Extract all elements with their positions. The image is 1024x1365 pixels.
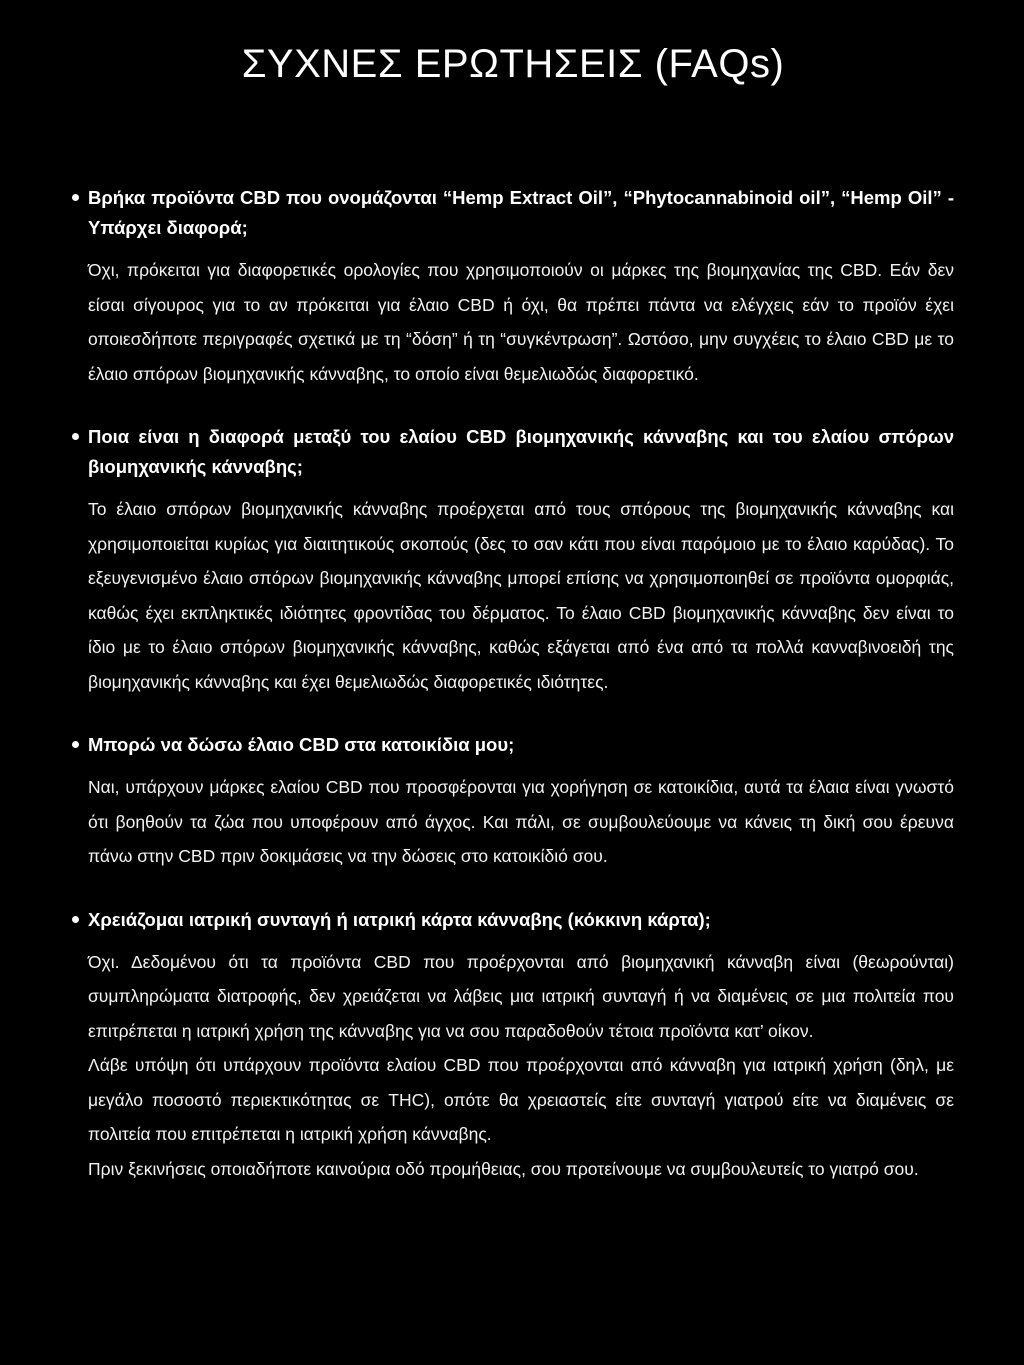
bullet-icon [72,433,79,440]
faq-item [72,730,954,874]
faq-answer: Πριν ξεκινήσεις οποιαδήποτε καινούρια οδό προμήθειας, σου προτείνουμε να συμβουλευτείς το γιατρό σου. [88,1158,919,1179]
faq-item [72,183,954,391]
faq-list [72,183,954,1186]
faq-answer: Λάβε υπόψη ότι υπάρχουν προϊόντα ελαίου CBD που προέρχονται από κάνναβη για ιατρική χρήση (δηλ, με μεγάλο ποσοστό περιεκτικότητας σε THC), οπότε θα χρειαστείς είτε συνταγή γιατρού είτε να διαμένεις σε πολιτεία που επιτρέπεται η ιατρική χρήση κάνναβης. [88,1055,954,1144]
faq-item [72,422,954,699]
faq-item [72,905,954,1187]
bullet-icon [72,916,79,923]
page-title: ΣΥΧΝΕΣ ΕΡΩΤΗΣΕΙΣ (FAQs) [241,42,785,86]
faq-question: Μπορώ να δώσω έλαιο CBD στα κατοικίδια μου; [88,734,515,755]
bullet-icon [72,741,79,748]
faq-question: Βρήκα προϊόντα CBD που ονομάζονται “Hemp Extract Oil”, “Phytocannabinoid oil”, “Hemp Oil” - Υπάρχει διαφορά; [88,187,954,238]
faq-answer: Το έλαιο σπόρων βιομηχανικής κάνναβης προέρχεται από τους σπόρους της βιομηχανικής κάνναβης και χρησιμοποιείται κυρίως για διαιτητικούς σκοπούς (δες το σαν κάτι που είναι παρόμοιο με το έλαιο καρύδας). Το εξευγενισμένο έλαιο σπόρων βιομηχανικής κάνναβης μπορεί επίσης να χρησιμοποιηθεί σε προϊόντα ομορφιάς, καθώς έχει εκπληκτικές ιδιότητες φροντίδας του δέρματος. Το έλαιο CBD βιομηχανικής κάνναβης δεν είναι το ίδιο με το έλαιο σπόρων βιομηχανικής κάνναβης, καθώς εξάγεται από ένα από τα πολλά κανναβινοειδή της βιομηχανικής κάνναβης και έχει θεμελιωδώς διαφορετικές ιδιότητες. [88,499,954,692]
faq-answer: Όχι, πρόκειται για διαφορετικές ορολογίες που χρησιμοποιούν οι μάρκες της βιομηχανίας της CBD. Εάν δεν είσαι σίγουρος για το αν πρόκειται για έλαιο CBD ή όχι, θα πρέπει πάντα να ελέγχεις εάν το προϊόν έχει οποιεσδήποτε περιγραφές σχετικά με τη “δόση” ή τη “συγκέντρωση”. Ωστόσο, μην συγχέεις το έλαιο CBD με το έλαιο σπόρων βιομηχανικής κάνναβης, το οποίο είναι θεμελιωδώς διαφορετικό. [88,260,954,384]
faq-answer: Όχι. Δεδομένου ότι τα προϊόντα CBD που προέρχονται από βιομηχανική κάνναβη είναι (θεωρούνται) συμπληρώματα διατροφής, δεν χρειάζεται να λάβεις μια ιατρική συνταγή ή να διαμένεις σε μια πολιτεία που επιτρέπεται η ιατρική χρήση της κάνναβης για να σου παραδοθούν τέτοια προϊόντα κατ’ οίκον. [88,951,954,1041]
faq-question: Χρειάζομαι ιατρική συνταγή ή ιατρική κάρτα κάνναβης (κόκκινη κάρτα); [88,908,711,930]
faq-question: Ποια είναι η διαφορά μεταξύ του ελαίου CBD βιομηχανικής κάνναβης και του ελαίου σπόρων βιομηχανικής κάνναβης; [88,426,954,477]
bullet-icon [72,194,79,201]
faq-answer: Ναι, υπάρχουν μάρκες ελαίου CBD που προσφέρονται για χορήγηση σε κατοικίδια, αυτά τα έλαια είναι γνωστό ότι βοηθούν τα ζώα που υποφέρουν από άγχος. Και πάλι, σε συμβουλεύουμε να κάνεις τη δική σου έρευνα πάνω στην CBD πριν δοκιμάσεις να την δώσεις στο κατοικίδιό σου. [88,777,954,866]
